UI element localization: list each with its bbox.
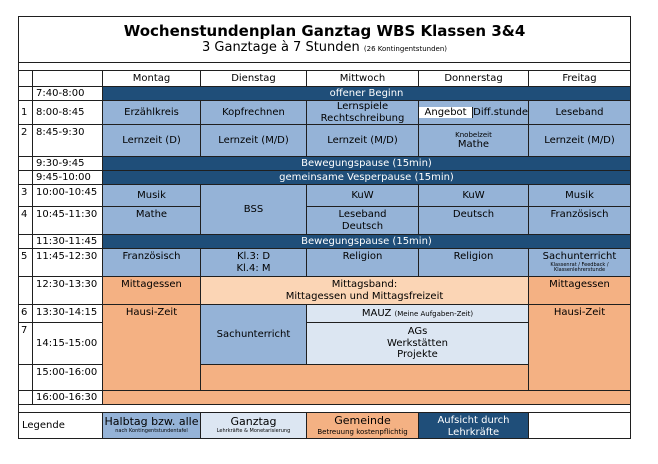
lesson-mi-4: [307, 207, 419, 235]
legend-ganztag-note: Lehrkräfte & Monetarisierung: [216, 427, 291, 434]
page-title: Wochenstundenplan Ganztag WBS Klassen 3&4: [123, 22, 526, 41]
ags-cell: [307, 323, 529, 365]
lesson-mo-2: Lernzeit (D): [103, 125, 201, 157]
timetable: [18, 16, 631, 439]
period-cell: [19, 365, 33, 391]
lesson-di-6-7: Sachunterricht: [201, 305, 307, 365]
betreuung-block: [201, 365, 529, 391]
legend-label: Legende: [19, 413, 103, 439]
day-header-tuesday: Dienstag: [201, 71, 307, 87]
day-header-thursday: Donnerstag: [419, 71, 529, 87]
time-cell: 11:30-11:45: [33, 235, 103, 249]
time-cell: 16:00-16:30: [33, 391, 103, 405]
lesson-mi-2: Lernzeit (M/D): [307, 125, 419, 157]
time-cell: 10:00-10:45: [33, 185, 103, 207]
projekte-label: Projekte: [397, 349, 438, 361]
time-cell: 8:00-8:45: [33, 101, 103, 125]
leseband-label: Leseband: [338, 209, 387, 220]
day-header-wednesday: Mittwoch: [307, 71, 419, 87]
period-cell: 2: [19, 125, 33, 157]
corner-cell: [33, 71, 103, 87]
day-header-monday: Montag: [103, 71, 201, 87]
mathe-label: Mathe: [457, 138, 490, 150]
legend-empty: [529, 413, 631, 439]
betreuung-end-block: [103, 391, 631, 405]
lesson-di-5: [201, 249, 307, 277]
legend-halbtag-note: nach Kontingentstundentafel: [115, 427, 188, 434]
time-cell: 11:45-12:30: [33, 249, 103, 277]
period-cell: 6: [19, 305, 33, 323]
mauz-cell: [307, 305, 529, 323]
lesson-mi-5: Religion: [307, 249, 419, 277]
lesson-fr-5: [529, 249, 631, 277]
time-cell: 9:30-9:45: [33, 157, 103, 171]
time-cell: 13:30-14:15: [33, 305, 103, 323]
legend-halbtag: [103, 413, 201, 439]
title-cell: [19, 17, 631, 63]
period-cell: 7: [19, 323, 33, 365]
lesson-mo-5: Französisch: [103, 249, 201, 277]
time-cell: 7:40-8:00: [33, 87, 103, 101]
lesson-di-1: Kopfrechnen: [201, 101, 307, 125]
bewegungspause-band-2: Bewegungspause (15min): [103, 235, 631, 249]
legend-halbtag-title: Halbtag bzw. alle: [104, 415, 199, 429]
lesson-mo-1: Erzählkreis: [103, 101, 201, 125]
mittagsband: [201, 277, 529, 305]
bewegungspause-band: Bewegungspause (15min): [103, 157, 631, 171]
period-cell: [19, 171, 33, 185]
page-subtitle: [19, 41, 630, 56]
legend-gemeinde-note: Betreuung kostenpflichtig: [317, 427, 408, 436]
time-cell: 8:45-9:30: [33, 125, 103, 157]
lesson-fr-1: Leseband: [529, 101, 631, 125]
lesson-fr-2: Lernzeit (M/D): [529, 125, 631, 157]
subtitle-text: 3 Ganztage à 7 Stunden: [202, 39, 360, 55]
klassenrat-note: Klassenrat / Feedback / Klassenlehrerstunde: [550, 261, 609, 274]
lesson-do-4: Deutsch: [419, 207, 529, 235]
mittagessen-mo: Mittagessen: [103, 277, 201, 305]
werkstaetten-label: Werkstätten: [387, 337, 448, 349]
time-cell: 9:45-10:00: [33, 171, 103, 185]
mittagsband-text: Mittagessen und Mittagsfreizeit: [285, 290, 444, 302]
lesson-mi-3: KuW: [307, 185, 419, 207]
hausi-zeit-mo: Hausi-Zeit: [103, 305, 201, 391]
lesson-do-3: KuW: [419, 185, 529, 207]
diffstunde-label: Diff.stunde: [473, 106, 528, 118]
kl3-label: Kl.3: D: [236, 251, 271, 262]
period-cell: [19, 157, 33, 171]
time-cell: 10:45-11:30: [33, 207, 103, 235]
lesson-do-5: Religion: [419, 249, 529, 277]
legend-ganztag-title: Ganztag: [230, 415, 277, 429]
ags-label: AGs: [407, 326, 428, 338]
vesperpause-band: gemeinsame Vesperpause (15min): [103, 171, 631, 185]
lesson-fr-4: Französisch: [529, 207, 631, 235]
period-cell: 1: [19, 101, 33, 125]
kl4-label: Kl.4: M: [236, 262, 271, 274]
lesson-mi-1: Lernspiele Rechtschreibung: [307, 101, 419, 125]
lesson-di-2: Lernzeit (M/D): [201, 125, 307, 157]
hausi-zeit-fr: Hausi-Zeit: [529, 305, 631, 391]
mauz-note: (Meine Aufgaben-Zeit): [394, 309, 474, 318]
period-cell: [19, 235, 33, 249]
angebot-label: Angebot: [419, 107, 473, 119]
time-cell: 15:00-16:00: [33, 365, 103, 391]
legend-gemeinde-title: Gemeinde: [334, 414, 391, 428]
period-cell: [19, 87, 33, 101]
knobelzeit-label: Knobelzeit: [455, 130, 492, 139]
mittagsband-title: Mittagsband:: [331, 279, 398, 290]
lesson-do-1: [419, 101, 529, 125]
lesson-fr-3: Musik: [529, 185, 631, 207]
mauz-label: MAUZ: [361, 307, 392, 319]
period-cell: [19, 277, 33, 305]
time-cell: 14:15-15:00: [33, 323, 103, 365]
corner-cell: [19, 71, 33, 87]
sachunterricht-label: Sachunterricht: [542, 251, 617, 262]
legend-gemeinde: [307, 413, 419, 439]
day-header-friday: Freitag: [529, 71, 631, 87]
lesson-do-2: [419, 125, 529, 157]
spacer-row: [19, 405, 631, 413]
legend-ganztag: [201, 413, 307, 439]
period-cell: 5: [19, 249, 33, 277]
lesson-mo-4: Mathe: [103, 207, 201, 235]
deutsch-label: Deutsch: [341, 220, 384, 232]
lesson-mo-3: Musik: [103, 185, 201, 207]
time-cell: 12:30-13:30: [33, 277, 103, 305]
period-cell: 3: [19, 185, 33, 207]
lesson-di-3-4: BSS: [201, 185, 307, 235]
legend-aufsicht: Aufsicht durch Lehrkräfte: [419, 413, 529, 439]
offener-beginn-band: offener Beginn: [103, 87, 631, 101]
subtitle-note: (26 Kontingentstunden): [363, 44, 447, 53]
mittagessen-fr: Mittagessen: [529, 277, 631, 305]
period-cell: 4: [19, 207, 33, 235]
period-cell: [19, 391, 33, 405]
spacer-row: [19, 63, 631, 71]
